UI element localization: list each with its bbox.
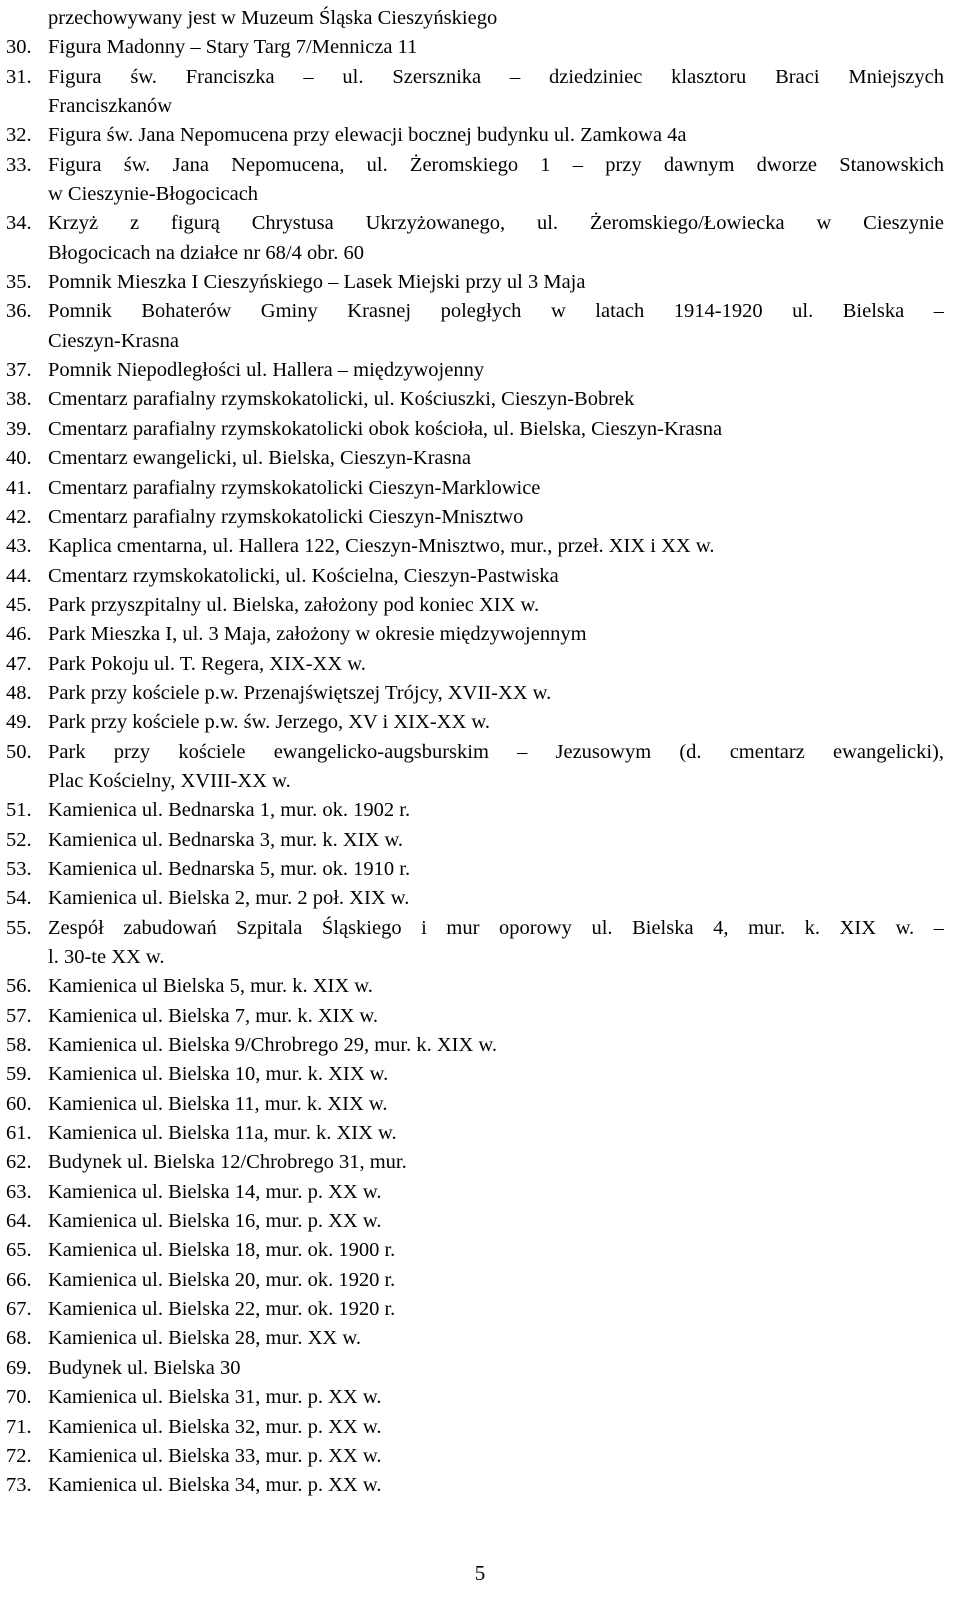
list-item [0,796,960,825]
list-item [0,4,960,33]
item-text: Cmentarz rzymskokatolicki, ul. Kościelna, Cieszyn-Pastwiska [48,564,559,587]
item-text: Kamienica ul. Bielska 28, mur. XX w. [48,1327,361,1350]
list-item [0,679,960,708]
list-item [0,356,960,385]
page-number: 5 [474,1561,486,1585]
item-number: 72. [6,1444,32,1467]
item-text: Kamienica ul. Bielska 20, mur. ok. 1920 r. [48,1268,396,1291]
list-item [0,503,960,532]
item-text: Kamienica ul. Bielska 9/Chrobrego 29, mur. k. XIX w. [48,1034,498,1057]
list-item [0,767,960,796]
list-item [0,826,960,855]
item-text: Figura św. Franciszka – ul. Szersznika – dziedziniec klasztoru Braci Mniejszych [48,65,944,88]
list-item [0,33,960,62]
item-text: Kamienica ul Bielska 5, mur. k. XIX w. [48,975,373,998]
item-text: Pomnik Niepodległości ul. Hallera – międzywojenny [48,359,485,382]
item-text: Kamienica ul. Bielska 32, mur. p. XX w. [48,1415,382,1438]
list-item [0,914,960,943]
list-item [0,1471,960,1500]
item-text: Kamienica ul. Bielska 33, mur. p. XX w. [48,1444,382,1467]
list-item [0,1413,960,1442]
item-text: Kamienica ul. Bielska 31, mur. p. XX w. [48,1386,382,1409]
list-item [0,385,960,414]
item-number: 31. [6,65,32,88]
item-number: 41. [6,476,32,499]
list-item [0,1236,960,1265]
item-number: 66. [6,1268,32,1291]
item-text: Kamienica ul. Bednarska 3, mur. k. XIX w. [48,828,404,851]
list-item [0,1119,960,1148]
list-item [0,738,960,767]
item-number: 59. [6,1063,32,1086]
item-number: 40. [6,447,32,470]
item-number: 73. [6,1474,32,1497]
list-item [0,532,960,561]
list-item [0,474,960,503]
item-text: Plac Kościelny, XVIII-XX w. [48,769,291,792]
item-number: 32. [6,124,32,147]
item-number: 36. [6,300,32,323]
item-number: 54. [6,887,32,910]
item-text: Kamienica ul. Bielska 2, mur. 2 poł. XIX w. [48,887,410,910]
item-number: 64. [6,1210,32,1233]
item-number: 65. [6,1239,32,1262]
item-text: Cmentarz ewangelicki, ul. Bielska, Cieszyn-Krasna [48,447,471,470]
item-number: 47. [6,652,32,675]
item-number: 68. [6,1327,32,1350]
list-item [0,268,960,297]
list-item [0,884,960,913]
item-number: 30. [6,36,32,59]
item-text: Kamienica ul. Bielska 22, mur. ok. 1920 r. [48,1298,396,1321]
item-text: Cmentarz parafialny rzymskokatolicki, ul. Kościuszki, Cieszyn-Bobrek [48,388,635,411]
item-number: 70. [6,1386,32,1409]
list-item [0,121,960,150]
item-text: Park przy kościele p.w. św. Jerzego, XV i XIX-XX w. [48,711,490,734]
item-number: 34. [6,212,32,235]
list-item [0,1060,960,1089]
list-item [0,1002,960,1031]
item-text: Pomnik Bohaterów Gminy Krasnej poległych w latach 1914-1920 ul. Bielska – [48,300,944,323]
list-item [0,92,960,121]
item-text: Kaplica cmentarna, ul. Hallera 122, Cieszyn-Mnisztwo, mur., przeł. XIX i XX w. [48,535,715,558]
item-text: Kamienica ul. Bielska 10, mur. k. XIX w. [48,1063,389,1086]
item-text: Zespół zabudowań Szpitala Śląskiego i mur oporowy ul. Bielska 4, mur. k. XIX w. – [48,916,944,939]
item-number: 58. [6,1034,32,1057]
list-item [0,415,960,444]
item-text: Cmentarz parafialny rzymskokatolicki Cieszyn-Mnisztwo [48,505,524,528]
item-number: 50. [6,740,32,763]
item-number: 52. [6,828,32,851]
item-number: 60. [6,1092,32,1115]
item-number: 61. [6,1122,32,1145]
item-number: 49. [6,711,32,734]
list-item [0,650,960,679]
item-text: Krzyż z figurą Chrystusa Ukrzyżowanego, ul. Żeromskiego/Łowiecka w Cieszynie [48,212,944,235]
item-number: 42. [6,505,32,528]
item-text: Kamienica ul. Bielska 11, mur. k. XIX w. [48,1092,388,1115]
list-item [0,1266,960,1295]
list-item [0,1148,960,1177]
item-text: Pomnik Mieszka I Cieszyńskiego – Lasek Miejski przy ul 3 Maja [48,271,586,294]
item-number: 44. [6,564,32,587]
item-text: Cmentarz parafialny rzymskokatolicki obok kościoła, ul. Bielska, Cieszyn-Krasna [48,417,723,440]
list-item [0,708,960,737]
item-number: 63. [6,1180,32,1203]
item-text: Park Pokoju ul. T. Regera, XIX-XX w. [48,652,366,675]
item-text: Park Mieszka I, ul. 3 Maja, założony w okresie międzywojennym [48,623,587,646]
item-text: Błogocicach na działce nr 68/4 obr. 60 [48,241,364,264]
list-item [0,209,960,238]
monument-list [0,4,960,1501]
item-number: 43. [6,535,32,558]
item-number: 57. [6,1004,32,1027]
list-item [0,620,960,649]
item-number: 37. [6,359,32,382]
list-item [0,180,960,209]
item-text: Kamienica ul. Bielska 7, mur. k. XIX w. [48,1004,379,1027]
list-item [0,327,960,356]
item-text: Kamienica ul. Bielska 18, mur. ok. 1900 r. [48,1239,396,1262]
list-item [0,591,960,620]
list-item [0,1090,960,1119]
list-item [0,1324,960,1353]
list-item [0,297,960,326]
list-item [0,239,960,268]
item-text: w Cieszynie-Błogocicach [48,183,259,206]
item-number: 35. [6,271,32,294]
item-number: 62. [6,1151,32,1174]
item-text: Kamienica ul. Bielska 16, mur. p. XX w. [48,1210,382,1233]
item-text: Figura św. Jana Nepomucena przy elewacji bocznej budynku ul. Zamkowa 4a [48,124,687,147]
item-text: Cmentarz parafialny rzymskokatolicki Cieszyn-Marklowice [48,476,541,499]
list-item [0,1295,960,1324]
item-text: Park przy kościele p.w. Przenajświętszej Trójcy, XVII-XX w. [48,681,552,704]
list-item [0,1354,960,1383]
item-text: Figura św. Jana Nepomucena, ul. Żeromskiego 1 – przy dawnym dworze Stanowskich [48,153,944,176]
item-text: Kamienica ul. Bednarska 5, mur. ok. 1910 r. [48,857,411,880]
item-number: 56. [6,975,32,998]
item-number: 46. [6,623,32,646]
list-item [0,444,960,473]
item-text: Franciszkanów [48,95,173,118]
list-item [0,943,960,972]
item-text: Kamienica ul. Bielska 14, mur. p. XX w. [48,1180,382,1203]
item-number: 39. [6,417,32,440]
item-text: przechowywany jest w Muzeum Śląska Cieszyńskiego [48,7,498,29]
item-number: 48. [6,681,32,704]
item-number: 67. [6,1298,32,1321]
list-item [0,151,960,180]
list-item [0,855,960,884]
list-item [0,562,960,591]
item-number: 51. [6,799,32,822]
item-text: Park przy kościele ewangelicko-augsburskim – Jezusowym (d. cmentarz ewangelicki), [48,740,944,763]
item-text: Budynek ul. Bielska 30 [48,1356,241,1379]
list-item [0,1178,960,1207]
item-text: Kamienica ul. Bielska 34, mur. p. XX w. [48,1474,382,1497]
item-number: 71. [6,1415,32,1438]
item-text: Figura Madonny – Stary Targ 7/Mennicza 11 [48,36,418,59]
item-text: Cieszyn-Krasna [48,329,179,352]
item-text: Budynek ul. Bielska 12/Chrobrego 31, mur. [48,1151,407,1174]
item-number: 69. [6,1356,32,1379]
list-item [0,1383,960,1412]
item-number: 38. [6,388,32,411]
list-item [0,972,960,1001]
list-item [0,1442,960,1471]
item-number: 45. [6,593,32,616]
list-item [0,63,960,92]
item-number: 53. [6,857,32,880]
item-number: 33. [6,153,32,176]
list-item [0,1031,960,1060]
item-text: Park przyszpitalny ul. Bielska, założony pod koniec XIX w. [48,593,540,616]
item-text: Kamienica ul. Bielska 11a, mur. k. XIX w. [48,1122,397,1145]
item-text: l. 30-te XX w. [48,946,165,968]
list-item [0,1207,960,1236]
item-text: Kamienica ul. Bednarska 1, mur. ok. 1902 r. [48,799,411,822]
item-number: 55. [6,916,32,939]
